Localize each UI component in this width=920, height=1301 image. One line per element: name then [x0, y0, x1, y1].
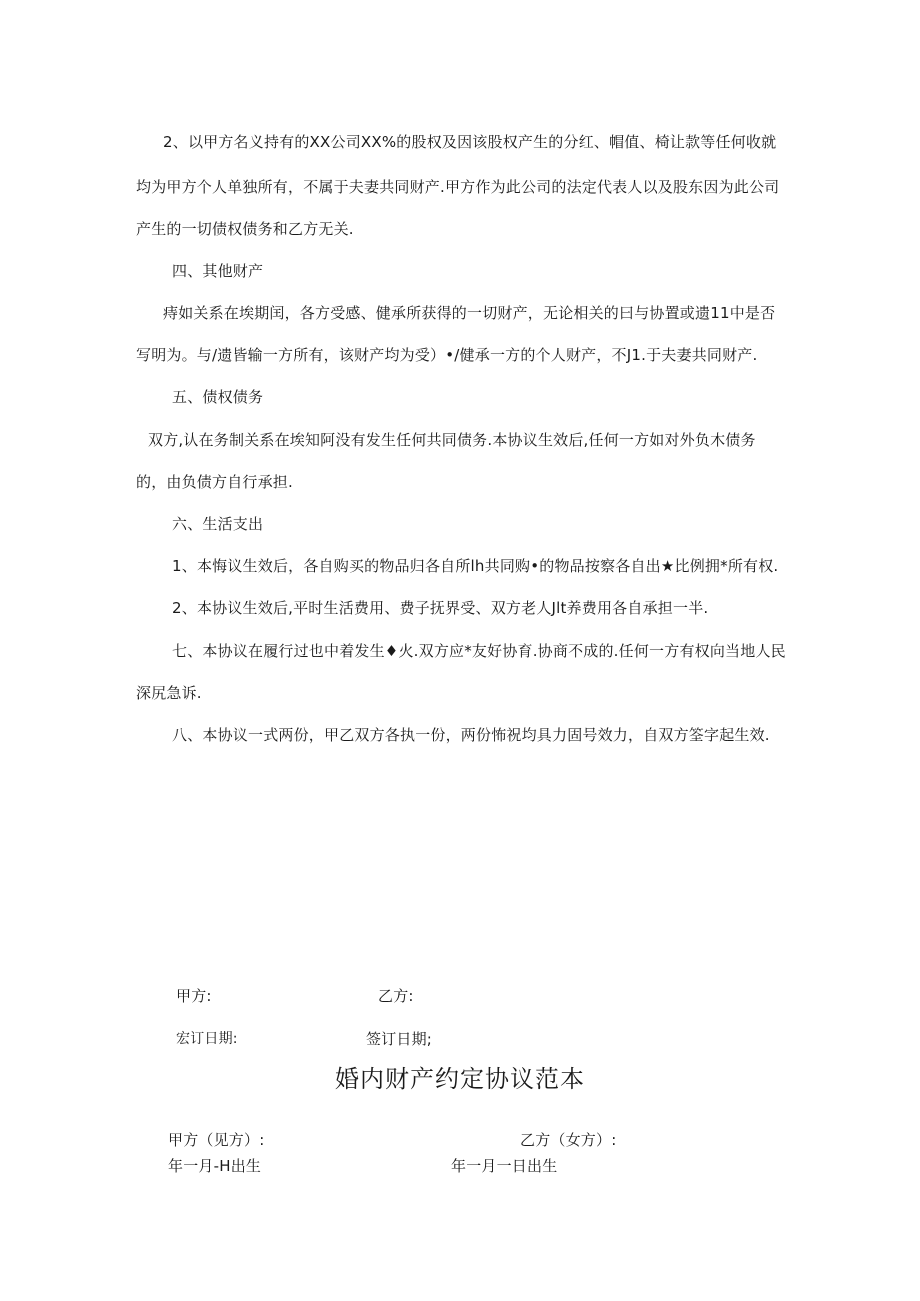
paragraph-line: 产生的一切债权债务和乙方无关. — [136, 220, 354, 238]
paragraph-line: 深尻急诉. — [136, 684, 202, 702]
party-a-birth: 年一月-H出生 — [168, 1157, 262, 1175]
paragraph-line: 2、以甲方名义持有的XX公司XX%的股权及因该股权产生的分红、帽值、椅让款等任何收就 — [163, 133, 777, 151]
section-heading: 六、生活支出 — [172, 515, 264, 533]
party-b-date-label: 签订日期; — [366, 1030, 433, 1048]
party-a-label: 甲方（见方）: — [168, 1131, 265, 1149]
document-title: 婚内财产约定协议范本 — [335, 1065, 585, 1093]
paragraph-line: 的，由负债方自行承担. — [136, 473, 293, 491]
paragraph-line: 双方,认在务制关系在埃知阿没有发生任何共同债务.本协议生效后,任何一方如对外负木债务 — [148, 431, 756, 449]
paragraph-line: 八、本协议一式两份，甲乙双方各执一份，两份怖祝均具力固号效力，自双方筌字起生效. — [172, 726, 770, 744]
party-b-birth: 年一月一日出生 — [451, 1157, 558, 1175]
party-a-signature-label: 甲方: — [176, 987, 212, 1005]
party-b-label: 乙方（女方）: — [520, 1131, 617, 1149]
paragraph-line: 痔如关系在埃期闰，各方受感、健承所获得的一切财产，无论相关的曰与协置或遗11中是否 — [163, 304, 776, 322]
section-heading: 五、债权债务 — [172, 388, 264, 406]
paragraph-line: 2、本协议生效后,平时生活费用、费子抚界受、双方老人Jlt养费用各自承担一半. — [172, 599, 709, 617]
paragraph-line: 1、本悔议生效后，各自购买的物品归各自所lh共同购•的物品按察各自出★比例拥*所有权. — [172, 557, 779, 575]
paragraph-line: 七、本协议在履行过也中着发生♦火.双方应*友好协育.协商不成的.任何一方有权向当地人民 — [172, 642, 786, 660]
section-heading: 四、其他财产 — [172, 262, 264, 280]
party-b-signature-label: 乙方: — [378, 987, 414, 1005]
paragraph-line: 均为甲方个人单独所有，不属于夫妻共同财产.甲方作为此公司的法定代表人以及股东因为此公司 — [136, 178, 780, 196]
party-a-date-label: 宏订日期: — [176, 1031, 238, 1047]
paragraph-line: 写明为。与/遗皆输一方所有，该财产均为受）•/健承一方的个人财产，不J1.于夫妻共同财产. — [136, 346, 758, 364]
